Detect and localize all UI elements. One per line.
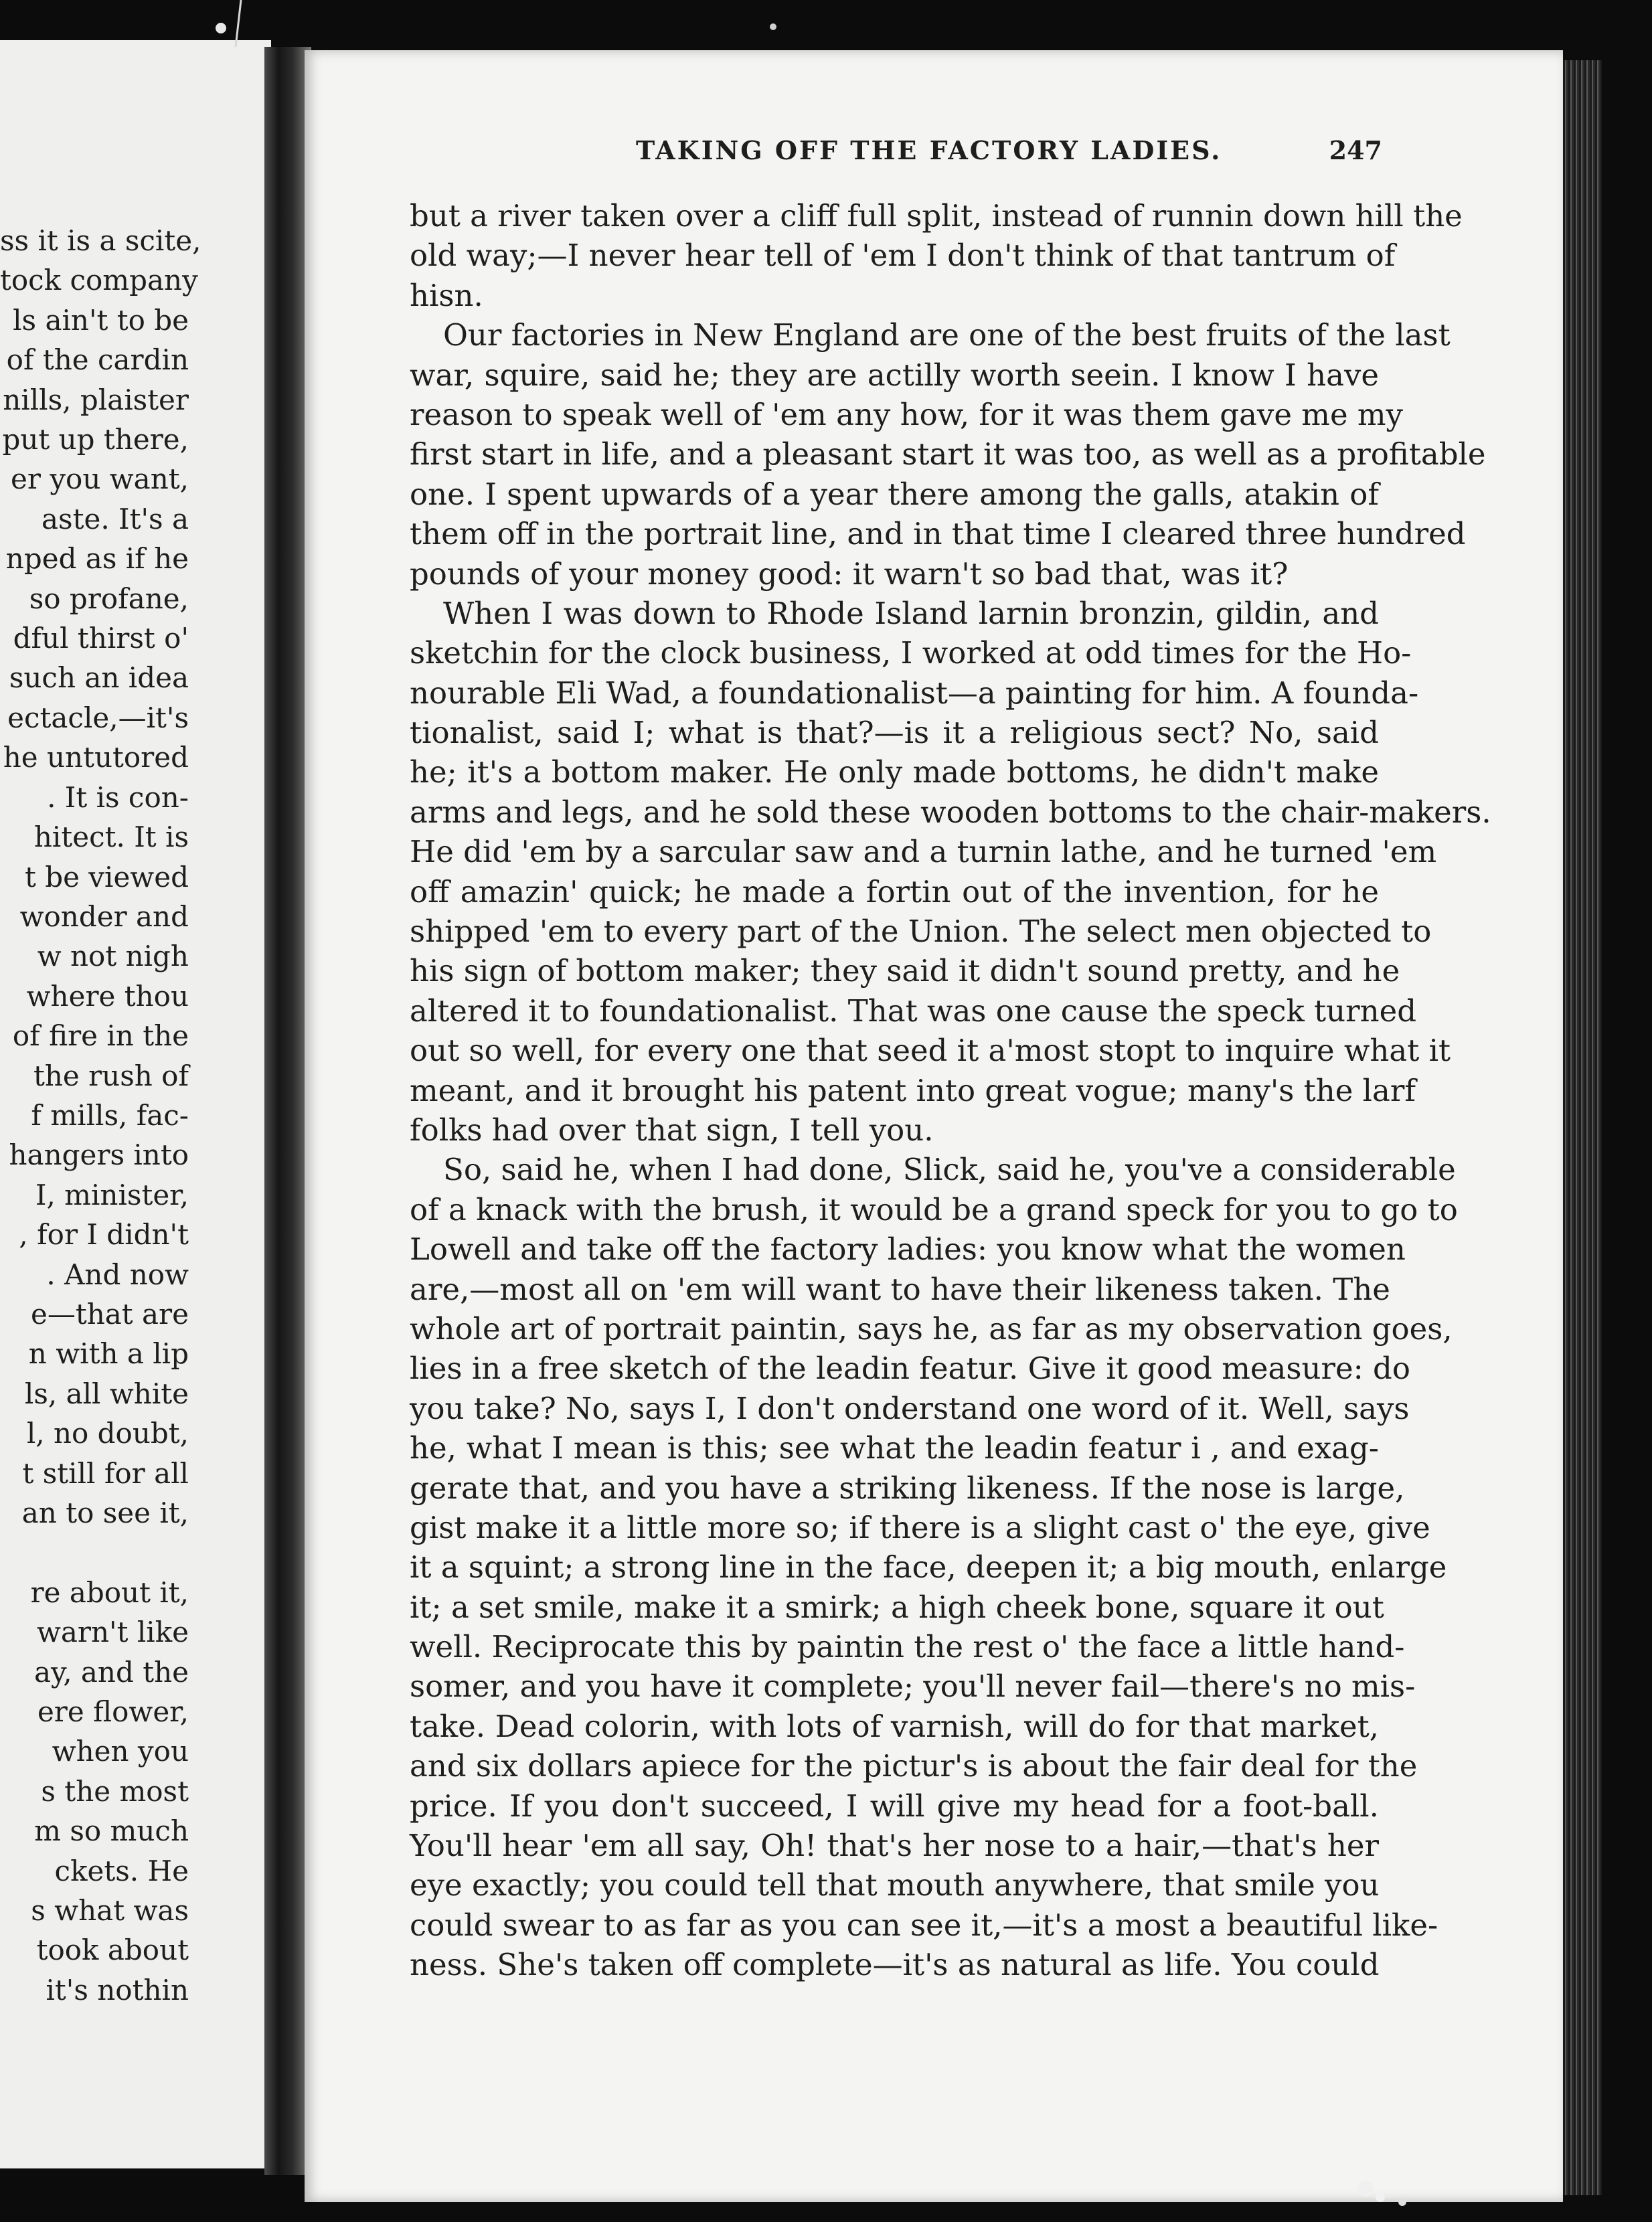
text-line: He did 'em by a sarcular saw and a turnin lathe, and he turned 'em bbox=[410, 834, 1437, 870]
left-page-line: ay, and the bbox=[34, 1655, 189, 1689]
text-line: folks had over that sign, I tell you. bbox=[410, 1112, 934, 1148]
left-page-line: so profane, bbox=[29, 582, 189, 615]
left-page-line: put up there, bbox=[2, 423, 189, 456]
text-line: he; it's a bottom maker. He only made bottoms, he didn't make bbox=[410, 754, 1379, 790]
text-line: sketchin for the clock business, I worked at odd times for the Ho- bbox=[410, 635, 1412, 671]
left-page-line: hangers into bbox=[9, 1138, 189, 1172]
left-page-line: nped as if he bbox=[5, 542, 189, 576]
text-line: ness. She's taken off complete—it's as natural as life. You could bbox=[410, 1947, 1380, 1983]
left-page-line: er you want, bbox=[11, 462, 189, 496]
text-line: you take? No, says I, I don't onderstand one word of it. Well, says bbox=[410, 1390, 1410, 1426]
text-line: take. Dead colorin, with lots of varnish, will do for that market, bbox=[410, 1708, 1379, 1744]
text-line: war, squire, said he; they are actilly worth seein. I know I have bbox=[410, 357, 1379, 393]
text-line: price. If you don't succeed, I will give my head for a foot-ball. bbox=[410, 1788, 1379, 1824]
left-page-line: where thou bbox=[26, 979, 189, 1013]
left-page-line: re about it, bbox=[30, 1575, 189, 1609]
text-line: them off in the portrait line, and in that time I cleared three hundred bbox=[410, 516, 1466, 552]
text-line: pounds of your money good: it warn't so bad that, was it? bbox=[410, 556, 1289, 592]
left-page-line: w not nigh bbox=[37, 940, 189, 973]
left-page-line: , for I didn't bbox=[19, 1218, 189, 1252]
left-page-line: l, no doubt, bbox=[26, 1417, 189, 1450]
text-line: he, what I mean is this; see what the leadin featur i , and exag- bbox=[410, 1430, 1379, 1466]
text-line: When I was down to Rhode Island larnin bronzin, gildin, and bbox=[443, 595, 1379, 631]
left-page-line: t still for all bbox=[22, 1456, 189, 1490]
left-page-line: ckets. He bbox=[54, 1854, 189, 1887]
text-line: altered it to foundationalist. That was one cause the speck turned bbox=[410, 993, 1417, 1029]
text-line: eye exactly; you could tell that mouth anywhere, that smile you bbox=[410, 1867, 1380, 1903]
text-line: You'll hear 'em all say, Oh! that's her nose to a hair,—that's her bbox=[410, 1828, 1379, 1864]
left-page-line: the rush of bbox=[33, 1059, 189, 1092]
text-line: well. Reciprocate this by paintin the rest o' the face a little hand- bbox=[410, 1629, 1405, 1665]
left-page-line: e—that are bbox=[30, 1297, 189, 1331]
text-line: out so well, for every one that seed it a'most stopt to inquire what it bbox=[410, 1033, 1451, 1069]
chapter-running-title: TAKING OFF THE FACTORY LADIES. bbox=[636, 135, 1222, 165]
left-page-line: . And now bbox=[46, 1258, 189, 1291]
left-page-line: ls, all white bbox=[24, 1377, 189, 1410]
left-page-line: s the most bbox=[41, 1774, 189, 1808]
left-page-line: such an idea bbox=[9, 661, 189, 695]
text-line: reason to speak well of 'em any how, for it was them gave me my bbox=[410, 396, 1403, 432]
left-page-line: warn't like bbox=[36, 1616, 189, 1649]
text-line: old way;—I never hear tell of 'em I don't think of that tantrum of bbox=[410, 238, 1396, 274]
text-line: lies in a free sketch of the leadin featur. Give it good measure: do bbox=[410, 1351, 1410, 1387]
left-page-line: wonder and bbox=[19, 900, 189, 933]
text-line: shipped 'em to every part of the Union. The select men objected to bbox=[410, 914, 1432, 950]
text-line: nourable Eli Wad, a foundationalist—a painting for him. A founda- bbox=[410, 675, 1419, 711]
text-line: and six dollars apiece for the pictur's is about the fair deal for the bbox=[410, 1748, 1418, 1784]
left-page-line: f mills, fac- bbox=[31, 1098, 189, 1132]
text-line: whole art of portrait paintin, says he, as far as my observation goes, bbox=[410, 1310, 1453, 1347]
text-line: of a knack with the brush, it would be a grand speck for you to go to bbox=[410, 1191, 1458, 1227]
page-number: 247 bbox=[1329, 135, 1382, 165]
text-line: first start in life, and a pleasant start it was too, as well as a profitable bbox=[410, 436, 1486, 473]
text-line: could swear to as far as you can see it,—it's a most a beautiful like- bbox=[410, 1907, 1438, 1943]
text-line: So, said he, when I had done, Slick, said he, you've a considerable bbox=[443, 1152, 1456, 1188]
text-line: Lowell and take off the factory ladies: you know what the women bbox=[410, 1231, 1406, 1268]
text-line: arms and legs, and he sold these wooden bottoms to the chair-makers. bbox=[410, 794, 1491, 830]
left-page-line: dful thirst o' bbox=[13, 622, 189, 655]
text-line: are,—most all on 'em will want to have their likeness taken. The bbox=[410, 1271, 1390, 1307]
left-page-line: aste. It's a bbox=[42, 502, 189, 535]
left-page-line: tock company bbox=[0, 264, 198, 297]
left-page-line: he untutored bbox=[3, 741, 189, 774]
text-line: but a river taken over a cliff full split, instead of runnin down hill the bbox=[410, 198, 1463, 234]
left-page-line: ls ain't to be bbox=[13, 303, 189, 337]
text-line: meant, and it brought his patent into great vogue; many's the larf bbox=[410, 1072, 1416, 1108]
left-page-line: of the cardin bbox=[6, 343, 189, 377]
left-page-line: hitect. It is bbox=[33, 821, 189, 854]
left-page-line: m so much bbox=[34, 1814, 189, 1848]
left-page-line: ectacle,—it's bbox=[7, 701, 189, 734]
text-line: gist make it a little more so; if there is a slight cast o' the eye, give bbox=[410, 1509, 1430, 1545]
left-page-line: took about bbox=[36, 1934, 189, 1967]
left-page-line: nills, plaister bbox=[3, 383, 189, 416]
left-page-line: when you bbox=[52, 1735, 189, 1768]
text-line: one. I spent upwards of a year there among the galls, atakin of bbox=[410, 476, 1379, 512]
left-page-line: ere flower, bbox=[37, 1695, 189, 1729]
left-page-line: it's nothin bbox=[46, 1973, 189, 2006]
left-page-line: . It is con- bbox=[47, 780, 189, 814]
text-line: hisn. bbox=[410, 277, 483, 313]
text-line: Our factories in New England are one of the best fruits of the last bbox=[443, 317, 1451, 353]
text-line: off amazin' quick; he made a fortin out of the invention, for he bbox=[410, 873, 1379, 910]
text-line: tionalist, said I; what is that?—is it a religious sect? No, said bbox=[410, 715, 1379, 751]
text-line: his sign of bottom maker; they said it didn't sound pretty, and he bbox=[410, 953, 1400, 989]
text-line: it a squint; a strong line in the face, deepen it; a big mouth, enlarge bbox=[410, 1549, 1447, 1586]
left-page-line: ss it is a scite, bbox=[0, 224, 201, 257]
text-line: somer, and you have it complete; you'll never fail—there's no mis- bbox=[410, 1669, 1416, 1705]
left-page-line: s what was bbox=[31, 1894, 189, 1928]
left-page-line: n with a lip bbox=[28, 1337, 189, 1371]
left-page-line: I, minister, bbox=[35, 1178, 189, 1211]
left-page-line: t be viewed bbox=[24, 860, 189, 893]
left-page-line: of fire in the bbox=[12, 1019, 189, 1053]
text-line: gerate that, and you have a striking likeness. If the nose is large, bbox=[410, 1470, 1405, 1506]
text-line: it; a set smile, make it a smirk; a high cheek bone, square it out bbox=[410, 1589, 1384, 1625]
left-page-line: an to see it, bbox=[21, 1497, 189, 1529]
